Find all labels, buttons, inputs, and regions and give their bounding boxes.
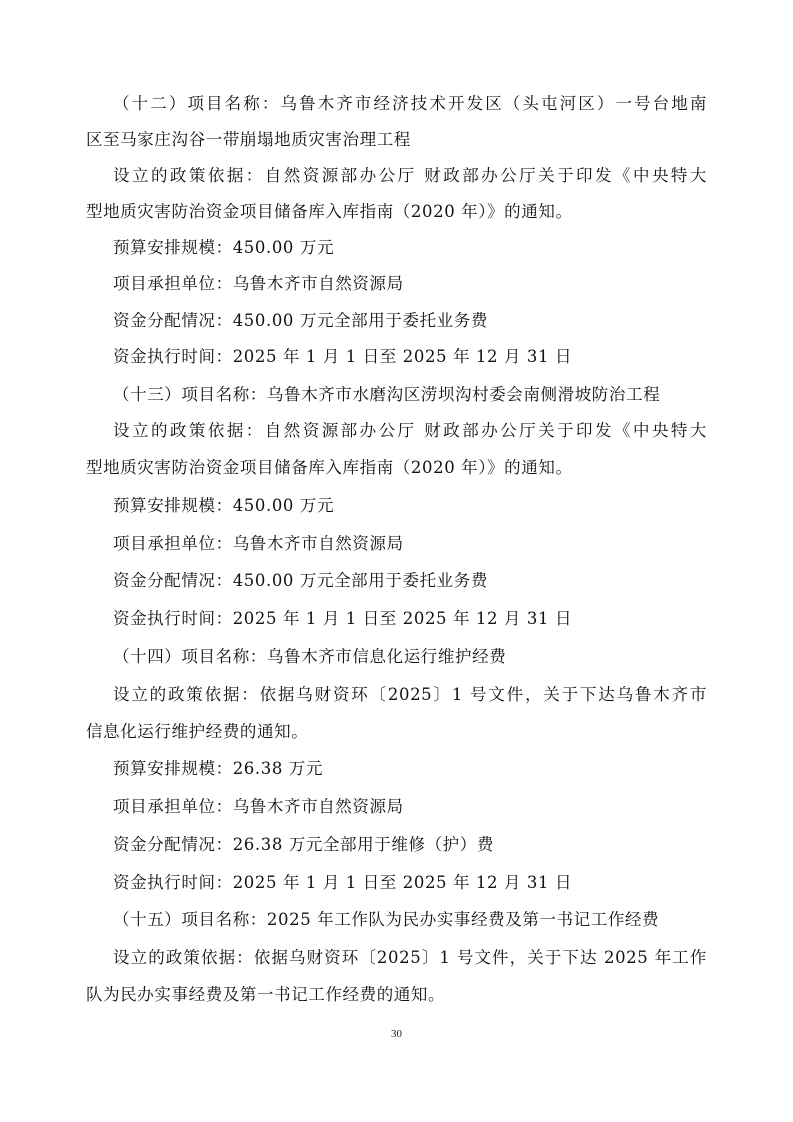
project-name-line-1: （十四）项目名称：乌鲁木齐市信息化运行维护经费 bbox=[113, 647, 507, 666]
project-name-line-1: （十二）项目名称：乌鲁木齐市经济技术开发区（头屯河区）一号台地南 bbox=[113, 94, 707, 113]
project-name-line-1: （十三）项目名称：乌鲁木齐市水磨沟区涝坝沟村委会南侧滑坡防治工程 bbox=[113, 385, 661, 404]
budget-scale: 预算安排规模：450.00 万元 bbox=[113, 496, 335, 515]
policy-basis-line-1: 设立的政策依据：自然资源部办公厅 财政部办公厅关于印发《中央特大 bbox=[113, 421, 707, 440]
policy-basis-line-2: 型地质灾害防治资金项目储备库入库指南（2020 年）》的通知。 bbox=[86, 202, 573, 221]
fund-allocation: 资金分配情况：450.00 万元全部用于委托业务费 bbox=[113, 311, 488, 330]
policy-basis-line-2: 队为民办实事经费及第一书记工作经费的通知。 bbox=[86, 985, 446, 1004]
responsible-unit: 项目承担单位：乌鲁木齐市自然资源局 bbox=[113, 534, 404, 553]
policy-basis-line-1: 设立的政策依据：依据乌财资环〔2025〕1 号文件，关于下达 2025 年工作 bbox=[113, 948, 707, 967]
policy-basis-line-1: 设立的政策依据：依据乌财资环〔2025〕1 号文件，关于下达乌鲁木齐市 bbox=[113, 685, 707, 704]
budget-scale: 预算安排规模：26.38 万元 bbox=[113, 759, 323, 778]
fund-allocation: 资金分配情况：26.38 万元全部用于维修（护）费 bbox=[113, 835, 494, 854]
project-name-line-2: 区至马家庄沟谷一带崩塌地质灾害治理工程 bbox=[86, 130, 411, 149]
fund-allocation: 资金分配情况：450.00 万元全部用于委托业务费 bbox=[113, 571, 488, 590]
execution-period: 资金执行时间：2025 年 1 月 1 日至 2025 年 12 月 31 日 bbox=[113, 609, 573, 628]
budget-scale: 预算安排规模：450.00 万元 bbox=[113, 238, 335, 257]
policy-basis-line-2: 型地质灾害防治资金项目储备库入库指南（2020 年）》的通知。 bbox=[86, 458, 573, 477]
policy-basis-line-1: 设立的政策依据：自然资源部办公厅 财政部办公厅关于印发《中央特大 bbox=[113, 166, 707, 185]
responsible-unit: 项目承担单位：乌鲁木齐市自然资源局 bbox=[113, 274, 404, 293]
execution-period: 资金执行时间：2025 年 1 月 1 日至 2025 年 12 月 31 日 bbox=[113, 347, 573, 366]
execution-period: 资金执行时间：2025 年 1 月 1 日至 2025 年 12 月 31 日 bbox=[113, 873, 573, 892]
policy-basis-line-2: 信息化运行维护经费的通知。 bbox=[86, 722, 309, 741]
page-number: 30 bbox=[391, 1028, 402, 1040]
project-name-line-1: （十五）项目名称：2025 年工作队为民办实事经费及第一书记工作经费 bbox=[113, 910, 660, 929]
responsible-unit: 项目承担单位：乌鲁木齐市自然资源局 bbox=[113, 797, 404, 816]
